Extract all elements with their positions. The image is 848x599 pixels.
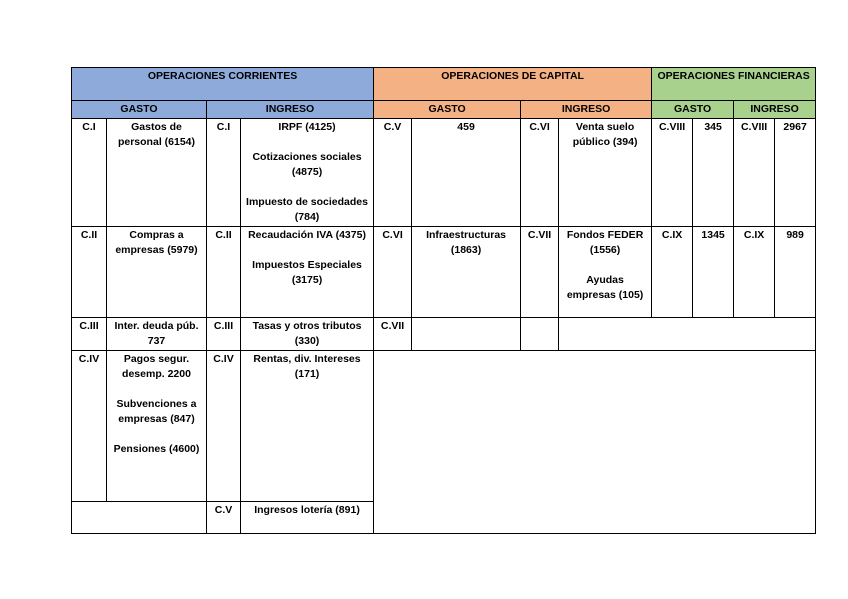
row2-corrientes-ingreso-code: C.II <box>207 227 241 318</box>
row3-corrientes-gasto-code: C.III <box>72 318 107 351</box>
row1-capital-gasto-code: C.V <box>374 119 412 227</box>
row1-financieras-ingreso-code: C.VIII <box>734 119 775 227</box>
row1-corrientes-ingreso-text <box>241 119 374 227</box>
row1-financieras-gasto-value: 345 <box>693 119 734 227</box>
row5-corrientes-ingreso-text: Ingresos lotería (891) <box>241 502 374 534</box>
row2-financieras-ingreso-code: C.IX <box>734 227 775 318</box>
ingreso-item: Impuesto de sociedades (784) <box>246 196 368 223</box>
row2-corrientes-ingreso-text <box>241 227 374 318</box>
row3-corrientes-ingreso-code: C.III <box>207 318 241 351</box>
row2-financieras-ingreso-value: 989 <box>775 227 816 318</box>
table-row <box>72 119 816 227</box>
ingreso-item: Recaudación IVA (4375) <box>248 229 366 241</box>
row4-corrientes-ingreso-text: Rentas, div. Intereses (171) <box>241 351 374 502</box>
financieras-gasto-header: GASTO <box>652 101 734 119</box>
ingreso-item: Cotizaciones sociales (4875) <box>252 151 362 178</box>
row3-capital-ingreso-code-empty <box>521 318 559 351</box>
row2-capital-ingreso-text <box>559 227 652 318</box>
ingreso-item: Impuestos Especiales (3175) <box>252 259 362 286</box>
row2-capital-gasto-code: C.VI <box>374 227 412 318</box>
row5-corrientes-ingreso-code: C.V <box>207 502 241 534</box>
table-row <box>72 227 816 318</box>
row1-financieras-ingreso-value: 2967 <box>775 119 816 227</box>
ingreso-item: Fondos FEDER (1556) <box>566 229 644 256</box>
budget-table <box>71 67 816 534</box>
capital-ingreso-header: INGRESO <box>521 101 652 119</box>
row5-corrientes-gasto-empty <box>72 502 207 534</box>
row2-corrientes-gasto-text: Compras a empresas (5979) <box>107 227 207 318</box>
table-row <box>72 351 816 502</box>
row1-capital-gasto-value: 459 <box>412 119 521 227</box>
row2-capital-ingreso-code: C.VII <box>521 227 559 318</box>
row2-financieras-gasto-value: 1345 <box>693 227 734 318</box>
row1-financieras-gasto-code: C.VIII <box>652 119 693 227</box>
financieras-ingreso-header: INGRESO <box>734 101 816 119</box>
row3-corrientes-gasto-text: Inter. deuda púb. 737 <box>107 318 207 351</box>
ingreso-item: Ayudas empresas (105) <box>566 274 644 301</box>
row3-capital-gasto-code: C.VII <box>374 318 412 351</box>
row2-financieras-gasto-code: C.IX <box>652 227 693 318</box>
empty-area <box>374 351 816 534</box>
ingreso-item: IRPF (4125) <box>278 121 336 133</box>
row2-capital-gasto-text: Infraestructuras (1863) <box>412 227 521 318</box>
header-operaciones-financieras: OPERACIONES FINANCIERAS <box>652 68 816 101</box>
capital-gasto-header: GASTO <box>374 101 521 119</box>
row3-capital-gasto-empty <box>412 318 521 351</box>
row1-capital-ingreso-text: Venta suelo público (394) <box>559 119 652 227</box>
row1-corrientes-gasto-code: C.I <box>72 119 107 227</box>
row4-corrientes-ingreso-code: C.IV <box>207 351 241 502</box>
table-row <box>72 318 816 351</box>
row1-capital-ingreso-code: C.VI <box>521 119 559 227</box>
header-operaciones-capital: OPERACIONES DE CAPITAL <box>374 68 652 101</box>
header-operaciones-corrientes: OPERACIONES CORRIENTES <box>72 68 374 101</box>
row4-corrientes-gasto-code: C.IV <box>72 351 107 502</box>
row1-corrientes-gasto-text: Gastos de personal (6154) <box>107 119 207 227</box>
row1-corrientes-ingreso-code: C.I <box>207 119 241 227</box>
gasto-item: Subvenciones a empresas (847) <box>116 398 197 425</box>
subheader-row <box>72 101 816 119</box>
gasto-item: Pensiones (4600) <box>113 443 200 455</box>
gasto-item: Pagos segur. desemp. 2200 <box>122 353 191 380</box>
row2-corrientes-gasto-code: C.II <box>72 227 107 318</box>
row3-corrientes-ingreso-text: Tasas y otros tributos (330) <box>241 318 374 351</box>
corrientes-gasto-header: GASTO <box>72 101 207 119</box>
corrientes-ingreso-header: INGRESO <box>207 101 374 119</box>
row4-corrientes-gasto-text <box>107 351 207 502</box>
section-header-row <box>72 68 816 101</box>
row3-empty-cell <box>559 318 816 351</box>
